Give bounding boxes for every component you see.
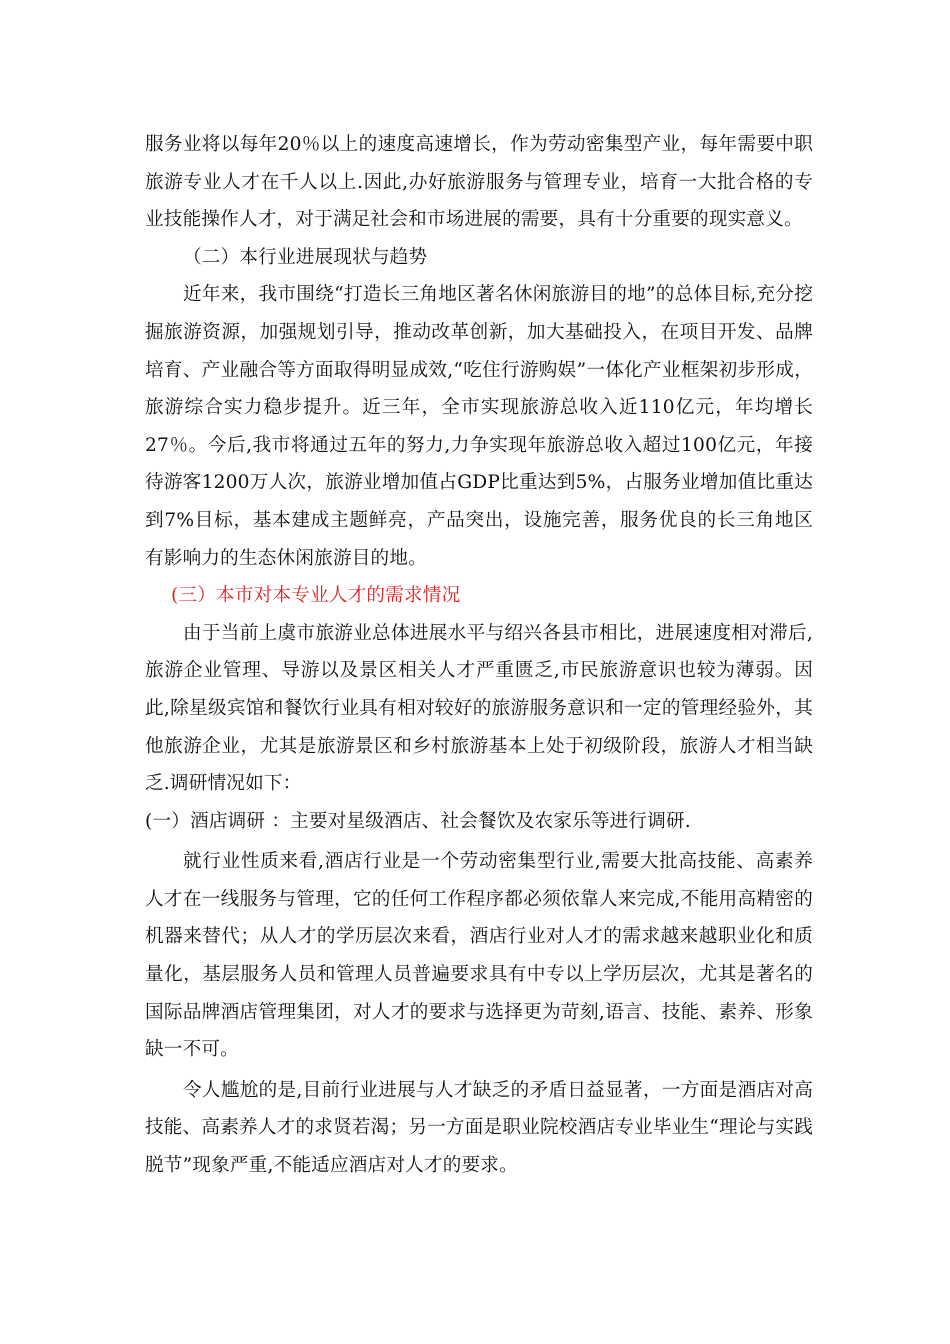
section-heading-industry-status: （二）本行业进展现状与趋势 <box>183 246 428 268</box>
paragraph-talent-demand: 由于当前上虞市旅游业总体进展水平与绍兴各县市相比，进展速度相对滞后,旅游企业管理、导游以及景区相关人才严重匮乏,市民旅游意识也较为薄弱。因此,除星级宾馆和餐饮行业具有相对较好的旅游服务意识和一定的管理经验外，其他旅游企业，尤其是旅游景区和乡村旅游基本上处于初级阶段，旅游人才相当缺乏.调研情况如下： <box>145 622 813 795</box>
document-body <box>145 126 813 1185</box>
paragraph-industry-status: 近年来，我市围绕“打造长三角地区著名休闲旅游目的地”的总体目标,充分挖掘旅游资源，加强规划引导，推动改革创新，加大基础投入，在项目开发、品牌培育、产业融合等方面取得明显成效,“吃住行游购娱”一体化产业框架初步形成，旅游综合实力稳步提升。近三年，全市实现旅游总收入近110亿元，年均增长27％。今后,我市将通过五年的努力,力争实现年旅游总收入超过100亿元，年接待游客1200万人次，旅游业增加值占GDP比重达到5%，占服务业增加值比重达到7%目标，基本建成主题鲜亮，产品突出，设施完善，服务优良的长三角地区有影响力的生态休闲旅游目的地。 <box>145 284 813 569</box>
paragraph-talent-gap: 令人尴尬的是,目前行业进展与人才缺乏的矛盾日益显著，一方面是酒店对高技能、高素养人才的求贤若渴；另一方面是职业院校酒店专业毕业生“理论与实践脱节”现象严重,不能适应酒店对人才的要求。 <box>145 1079 813 1177</box>
section-heading-talent-demand: (三）本市对本专业人才的需求情况 <box>171 585 461 607</box>
subheading-hotel-survey: (一）酒店调研 ：主要对星级酒店、社会餐饮及农家乐等进行调研. <box>145 810 691 832</box>
paragraph-service-growth: 服务业将以每年20％以上的速度高速增长，作为劳动密集型产业，每年需要中职旅游专业人才在千人以上.因此,办好旅游服务与管理专业，培育一大批合格的专业技能操作人才，对于满足社会和市场进展的需要，具有十分重要的现实意义。 <box>145 134 813 231</box>
paragraph-hotel-industry: 就行业性质来看,酒店行业是一个劳动密集型行业,需要大批高技能、高素养人才在一线服务与管理，它的任何工作程序都必须依靠人来完成,不能用高精密的机器来替代；从人才的学历层次来看，酒店行业对人才的需求越来越职业化和质量化，基层服务人员和管理人员普遍要求具有中专以上学历层次，尤其是著名的国际品牌酒店管理集团，对人才的要求与选择更为苛刻,语言、技能、素养、形象缺一不可。 <box>145 851 813 1061</box>
